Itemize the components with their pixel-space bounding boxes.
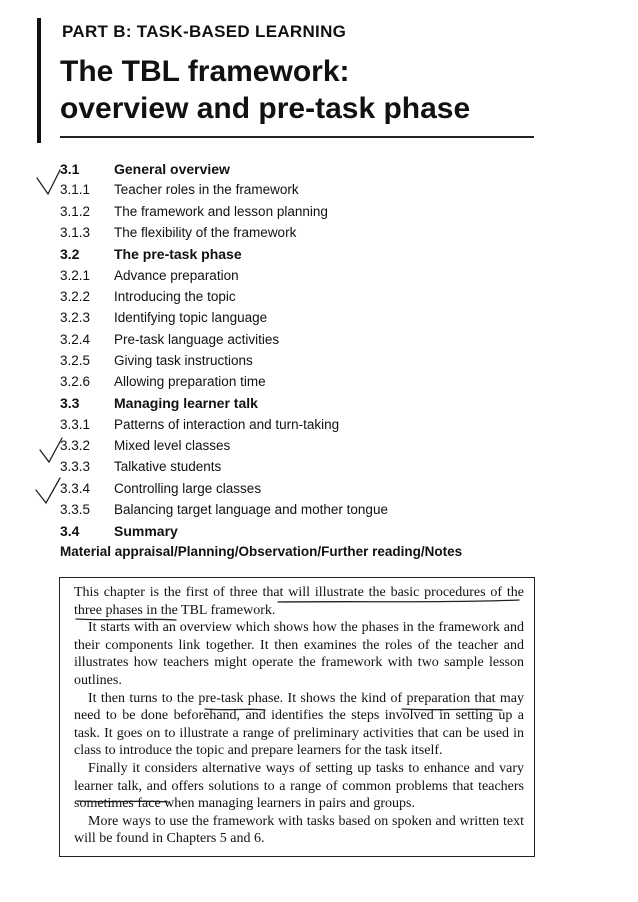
toc-number: 3.1.3 (60, 225, 91, 241)
toc-title: General overview (114, 160, 230, 177)
toc-number: 3.2.3 (60, 310, 91, 326)
footer-line: Material appraisal/Planning/Observation/Further reading/Notes (60, 544, 463, 559)
summary-paragraph: It starts with an overview which shows how the phases in the framework and their components link together. It then examines the roles of the teacher and illustrates how teachers might operate the framework with two sample lesson outlines. (74, 620, 524, 688)
toc-title: Identifying topic language (114, 310, 268, 326)
toc-title: Talkative students (114, 459, 222, 475)
toc-number: 3.3.5 (60, 501, 91, 517)
toc-number: 3.3 (60, 394, 80, 411)
toc-number: 3.1.1 (60, 182, 91, 198)
summary-paragraph: More ways to use the framework with tasks based on spoken and written text will be found in Chapters 5 and 6. (74, 813, 524, 847)
toc-number: 3.3.4 (60, 480, 91, 496)
toc-number: 3.1 (60, 160, 80, 177)
toc-title: The pre-task phase (114, 245, 242, 262)
summary-paragraph: It then turns to the pre-task phase. It shows the kind of preparation that may need to be done beforehand, and identifies the steps involved in setting up a task. It goes on to illustrate a range of preliminary activities that can be used in class to introduce the topic and prepare learners for the task itself. (74, 690, 524, 759)
toc-number: 3.2 (60, 245, 80, 262)
toc-title: Controlling large classes (114, 480, 262, 496)
toc-number: 3.2.1 (60, 267, 91, 283)
summary-paragraph: Finally it considers alternative ways of setting up tasks to enhance and vary learner talk, and offers solutions to a range of common problems that teachers sometimes face when managing learners in pairs and groups. (74, 760, 524, 812)
toc-title: Patterns of interaction and turn-taking (114, 416, 340, 432)
toc-title: Summary (114, 522, 178, 539)
title-line-2: overview and pre-task phase (60, 92, 471, 125)
toc-title: Managing learner talk (114, 394, 258, 411)
toc-number: 3.3.3 (60, 459, 91, 475)
summary-paragraph: This chapter is the first of three that will illustrate the basic procedures of the three phases in the TBL framework. (74, 585, 524, 618)
toc-title: The framework and lesson planning (114, 203, 328, 219)
toc-number: 3.4 (60, 522, 80, 539)
toc-number: 3.1.2 (60, 203, 91, 219)
toc-title: Teacher roles in the framework (114, 182, 299, 198)
part-label: PART B: TASK-BASED LEARNING (62, 22, 347, 41)
toc-title: Pre-task language activities (114, 331, 280, 347)
toc-title: Allowing preparation time (114, 374, 266, 390)
toc-title: The flexibility of the framework (114, 225, 297, 241)
title-line-1: The TBL framework: (60, 55, 350, 88)
toc-number: 3.2.4 (60, 331, 91, 347)
toc-number: 3.3.1 (60, 416, 91, 432)
toc-title: Advance preparation (114, 267, 239, 283)
toc-title: Introducing the topic (114, 288, 236, 304)
toc-title: Balancing target language and mother tongue (114, 501, 388, 517)
toc-number: 3.2.2 (60, 288, 91, 304)
toc-title: Mixed level classes (114, 438, 231, 453)
toc-number: 3.2.6 (60, 374, 91, 390)
toc-title: Giving task instructions (114, 352, 253, 368)
toc-number: 3.2.5 (60, 352, 91, 368)
toc-number: 3.3.2 (60, 438, 91, 453)
